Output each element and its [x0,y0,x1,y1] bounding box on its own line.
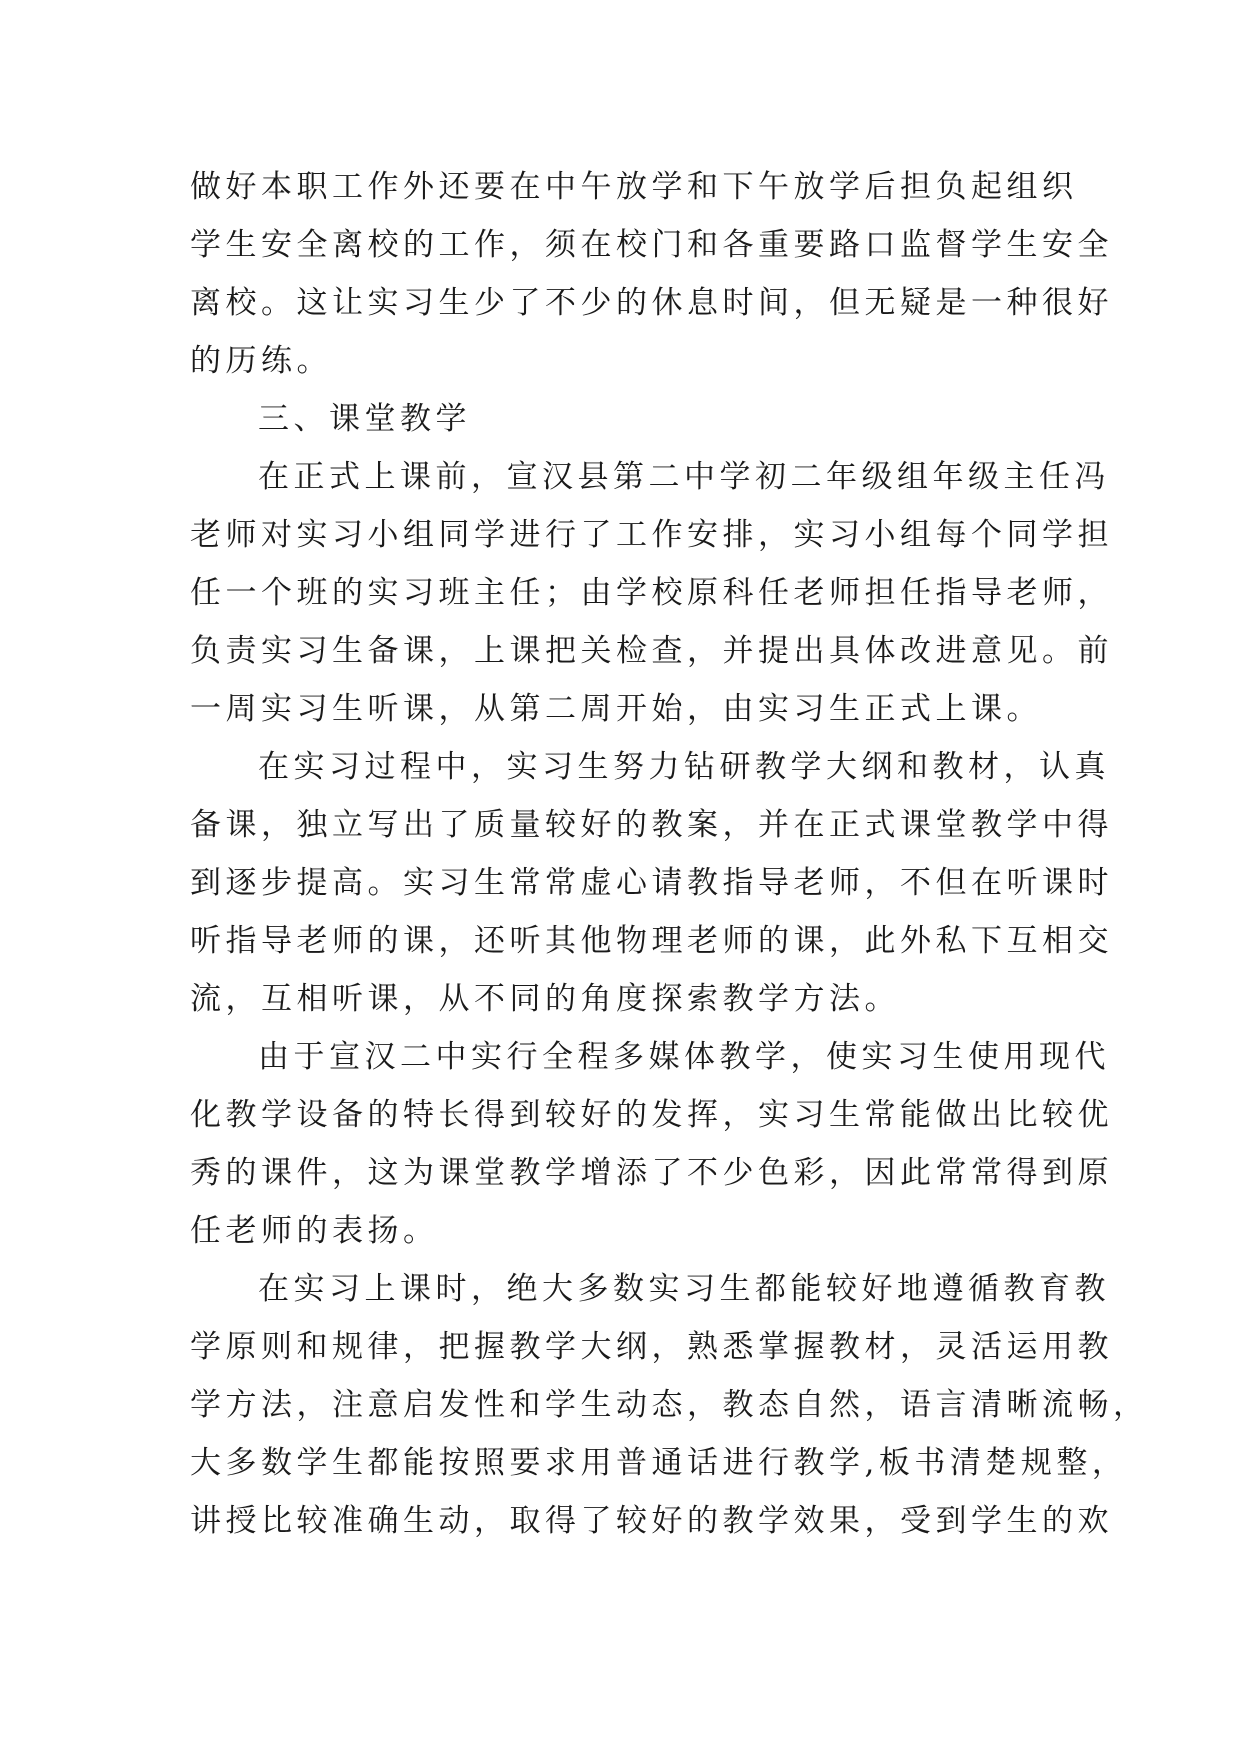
text-line: 讲授比较准确生动，取得了较好的教学效果，受到学生的欢 [190,1503,1113,1539]
text-line: 做好本职工作外还要在中午放学和下午放学后担负起组织 [190,169,1078,205]
text-line: 任老师的表扬。 [190,1213,439,1249]
text-line: 到逐步提高。实习生常常虚心请教指导老师，不但在听课时 [190,865,1113,901]
text-line: 在实习上课时，绝大多数实习生都能较好地遵循教育教 [258,1271,1110,1307]
text-line: 学原则和规律，把握教学大纲，熟悉掌握教材，灵活运用教 [190,1329,1113,1365]
text-line: 学方法，注意启发性和学生动态，教态自然，语言清晰流畅， [190,1387,1149,1423]
text-line: 听指导老师的课，还听其他物理老师的课，此外私下互相交 [190,923,1113,959]
text-line: 学生安全离校的工作，须在校门和各重要路口监督学生安全 [190,227,1113,263]
text-line: 在实习过程中，实习生努力钻研教学大纲和教材，认真 [258,749,1110,785]
text-line: 任一个班的实习班主任；由学校原科任老师担任指导老师， [190,575,1113,611]
text-line: 流，互相听课，从不同的角度探索教学方法。 [190,981,900,1017]
text-line: 离校。这让实习生少了不少的休息时间，但无疑是一种很好 [190,285,1113,321]
text-line: 在正式上课前，宣汉县第二中学初二年级组年级主任冯 [258,459,1110,495]
text-line: 一周实习生听课，从第二周开始，由实习生正式上课。 [190,691,1042,727]
body-text [190,158,1149,1550]
text-line: 负责实习生备课，上课把关检查，并提出具体改进意见。前 [190,633,1113,669]
text-line: 备课，独立写出了质量较好的教案，并在正式课堂教学中得 [190,807,1113,843]
text-line: 大多数学生都能按照要求用普通话进行教学,板书清楚规整， [190,1445,1128,1481]
text-line: 秀的课件，这为课堂教学增添了不少色彩，因此常常得到原 [190,1155,1113,1191]
section-heading: 三、课堂教学 [258,401,471,437]
text-line: 老师对实习小组同学进行了工作安排，实习小组每个同学担 [190,517,1113,553]
text-line: 由于宣汉二中实行全程多媒体教学，使实习生使用现代 [258,1039,1110,1075]
text-line: 的历练。 [190,343,332,379]
text-line: 化教学设备的特长得到较好的发挥，实习生常能做出比较优 [190,1097,1113,1133]
